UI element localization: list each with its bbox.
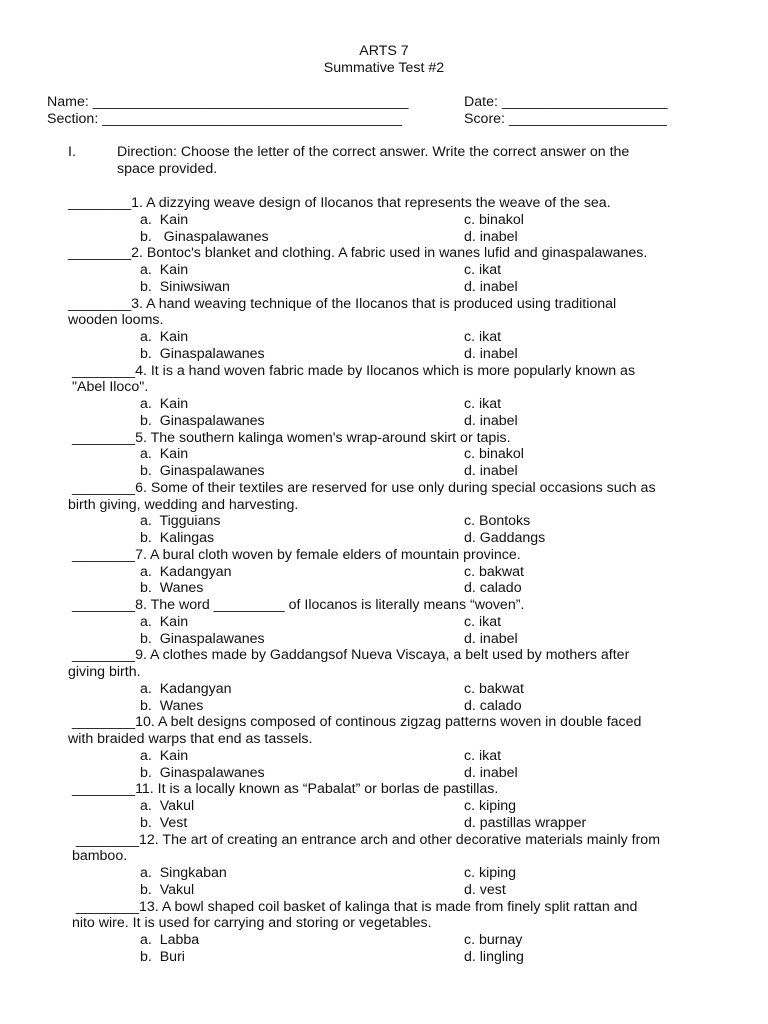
option-a[interactable]: a. Singkaban [140, 865, 227, 881]
option-d[interactable]: d. calado [464, 697, 522, 714]
option-c[interactable]: c. bakwat [464, 563, 524, 580]
option-b[interactable]: b. Buri [140, 948, 185, 965]
option-b[interactable]: b. Vakul [140, 881, 195, 898]
option-a[interactable]: a. Kain [140, 446, 189, 463]
question-stem: ________7. A bural cloth woven by female elders of mountain province. [68, 546, 521, 563]
option-row [68, 798, 728, 815]
option-c[interactable]: c. ikat [464, 396, 502, 412]
name-field[interactable]: Name: ________________________________________ [47, 94, 409, 110]
option-c[interactable]: c. kiping [464, 798, 517, 814]
question-stem-continuation: birth giving, wedding and harvesting. [68, 496, 299, 513]
option-a[interactable]: a. Kain [140, 747, 189, 764]
question-stem: ________4. It is a hand woven fabric made by Ilocanos which is more popularly known as [68, 362, 636, 379]
question-item [68, 647, 728, 714]
score-field[interactable]: Score: ____________________ [464, 111, 667, 127]
option-a[interactable]: a. Kain [140, 396, 189, 412]
option-c[interactable]: c. burnay [464, 932, 523, 948]
question-stem-continuation: wooden looms. [68, 312, 164, 329]
question-item [68, 547, 728, 597]
option-b[interactable]: b. Ginaspalawanes [140, 412, 265, 429]
direction-line-2: space provided. [117, 161, 218, 177]
option-row [68, 346, 728, 363]
question-stem: ________1. A dizzying weave design of Ilocanos that represents the weave of the sea. [68, 195, 611, 211]
option-row [68, 865, 728, 882]
option-a[interactable]: a. Kain [140, 329, 189, 345]
question-stem-continuation: nito wire. It is used for carrying and storing or vegetables. [68, 915, 432, 932]
option-row [68, 530, 728, 547]
option-d[interactable]: d. pastillas wrapper [464, 814, 587, 831]
question-stem-continuation: bamboo. [68, 848, 128, 865]
option-row [68, 329, 728, 346]
option-b[interactable]: b. Siniwsiwan [140, 278, 230, 295]
option-row [68, 229, 728, 246]
question-item [68, 899, 728, 966]
option-row [68, 949, 728, 966]
option-row [68, 815, 728, 832]
question-list [68, 195, 728, 966]
option-a[interactable]: a. Kadangyan [140, 680, 232, 697]
option-b[interactable]: b. Wanes [140, 697, 204, 714]
question-item [68, 832, 728, 899]
option-d[interactable]: d. Gaddangs [464, 530, 546, 546]
question-item [68, 597, 728, 647]
section-numeral: I. [68, 144, 76, 160]
option-a[interactable]: a. Kain [140, 211, 189, 228]
option-b[interactable]: b. Kalingas [140, 530, 215, 546]
option-row [68, 564, 728, 581]
option-b[interactable]: b. Ginaspalawanes [140, 764, 265, 781]
question-item [68, 714, 728, 781]
option-b[interactable]: b. Wanes [140, 580, 204, 597]
option-c[interactable]: c. kiping [464, 865, 517, 881]
option-row [68, 513, 728, 530]
option-b[interactable]: b. Ginaspalawanes [140, 463, 265, 479]
question-item [68, 430, 728, 480]
option-c[interactable]: c. ikat [464, 747, 502, 764]
question-stem: ________12. The art of creating an entrance arch and other decorative materials mainly from [68, 831, 661, 848]
question-item [68, 296, 728, 363]
option-a[interactable]: a. Kadangyan [140, 563, 232, 580]
option-d[interactable]: d. inabel [464, 345, 518, 362]
option-a[interactable]: a. Kain [140, 613, 189, 630]
option-b[interactable]: b. Vest [140, 814, 188, 831]
option-row [68, 446, 728, 463]
option-d[interactable]: d. inabel [464, 764, 518, 781]
option-row [68, 681, 728, 698]
option-d[interactable]: d. calado [464, 580, 522, 597]
option-row [68, 463, 728, 480]
question-stem: ________10. A belt designs composed of continous zigzag patterns woven in double faced [68, 714, 642, 731]
option-d[interactable]: d. inabel [464, 278, 518, 295]
option-d[interactable]: d. inabel [464, 412, 518, 429]
option-c[interactable]: c. ikat [464, 262, 502, 278]
option-a[interactable]: a. Tigguians [140, 513, 221, 530]
question-stem: ________6. Some of their textiles are reserved for use only during special occasions such as [68, 479, 656, 496]
option-d[interactable]: d. inabel [464, 630, 518, 647]
option-c[interactable]: c. bakwat [464, 680, 524, 697]
question-stem: ________5. The southern kalinga women's wrap-around skirt or tapis. [68, 429, 511, 446]
option-d[interactable]: d. inabel [464, 228, 518, 245]
option-row [68, 748, 728, 765]
option-a[interactable]: a. Kain [140, 262, 189, 278]
question-stem: ________3. A hand weaving technique of the Ilocanos that is produced using traditional [68, 295, 617, 312]
question-item [68, 781, 728, 831]
option-a[interactable]: a. Labba [140, 932, 200, 948]
option-c[interactable]: c. ikat [464, 613, 502, 630]
option-row [68, 882, 728, 899]
test-title: Summative Test #2 [323, 60, 445, 76]
option-d[interactable]: d. lingling [464, 948, 524, 965]
question-stem: ________8. The word _________ of Ilocanos is literally means “woven”. [68, 597, 525, 613]
option-d[interactable]: d. vest [464, 881, 506, 898]
option-c[interactable]: c. Bontoks [464, 513, 531, 530]
question-stem-continuation: "Abel Iloco". [68, 379, 149, 396]
date-field[interactable]: Date: _____________________ [464, 94, 668, 110]
option-c[interactable]: c. binakol [464, 446, 524, 463]
question-stem: ________9. A clothes made by Gaddangsof Nueva Viscaya, a belt used by mothers after [68, 647, 630, 664]
option-row [68, 262, 728, 279]
question-stem-continuation: giving birth. [68, 664, 141, 680]
direction-line-1: Direction: Choose the letter of the correct answer. Write the correct answer on the [117, 144, 630, 160]
option-b[interactable]: b. Ginaspalawanes [140, 345, 265, 362]
question-stem: ________2. Bontoc's blanket and clothing. A fabric used in wanes lufid and ginaspalawanes. [68, 245, 648, 262]
option-row [68, 212, 728, 229]
question-stem: ________11. It is a locally known as “Pabalat” or borlas de pastillas. [68, 781, 499, 798]
option-row [68, 396, 728, 413]
option-row [68, 279, 728, 296]
option-c[interactable]: c. binakol [464, 211, 524, 228]
option-row [68, 698, 728, 715]
question-item [68, 480, 728, 547]
question-item [68, 195, 728, 245]
option-row [68, 932, 728, 949]
option-d[interactable]: d. inabel [464, 463, 518, 479]
option-row [68, 614, 728, 631]
option-a[interactable]: a. Vakul [140, 798, 195, 814]
question-stem: ________13. A bowl shaped coil basket of kalinga that is made from finely split rattan and [68, 898, 638, 915]
option-row [68, 631, 728, 648]
question-item [68, 363, 728, 430]
option-row [68, 580, 728, 597]
question-item [68, 245, 728, 295]
option-b[interactable]: b. Ginaspalawanes [140, 630, 265, 647]
option-row [68, 765, 728, 782]
question-stem-continuation: with braided warps that end as tassels. [68, 731, 313, 747]
subject-title: ARTS 7 [359, 43, 409, 59]
section-field[interactable]: Section: ______________________________________ [47, 111, 403, 127]
option-b[interactable]: b. Ginaspalawanes [140, 228, 269, 245]
option-row [68, 413, 728, 430]
option-c[interactable]: c. ikat [464, 329, 502, 345]
